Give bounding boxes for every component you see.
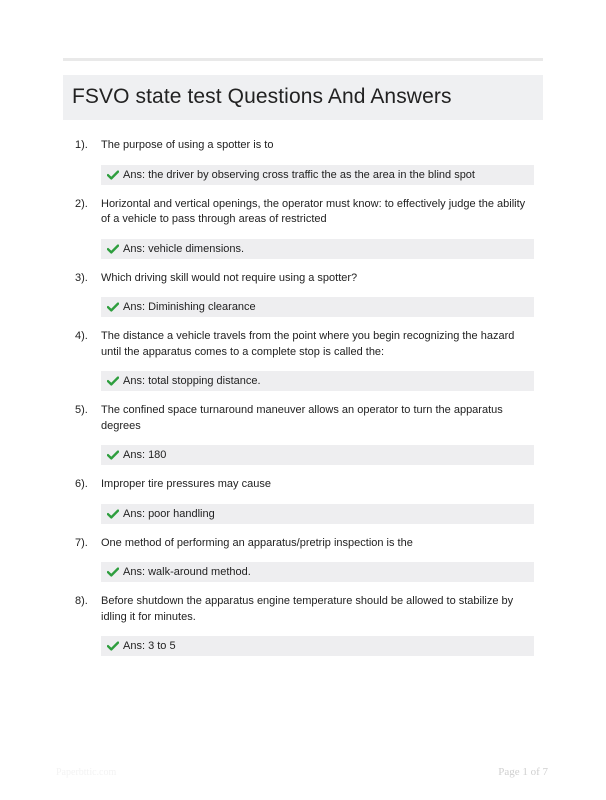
check-icon [107,244,119,254]
question-number: 3). [75,271,88,284]
question-number: 1). [75,139,88,151]
answer-text: Ans: walk-around method. [123,566,251,578]
answer-box [101,504,534,524]
question-text: Before shutdown the apparatus engine temperature should be allowed to stabilize by idling it for minutes. [101,595,514,623]
question-number: 8). [75,595,88,607]
answer-box [101,636,534,656]
qa-item [75,197,535,259]
answer-box [101,371,534,391]
answer-text: Ans: vehicle dimensions. [123,242,245,255]
question [75,138,535,154]
qa-item [75,477,535,524]
answer-text: Ans: total stopping distance. [123,375,261,387]
qa-item [75,403,535,465]
question-text: The confined space turnaround maneuver allows an operator to turn the apparatus degrees [101,404,503,432]
check-icon [107,509,119,519]
answer-text: Ans: the driver by observing cross traffic the as the area in the blind spot [123,168,475,181]
answer-box [101,239,534,259]
question-text: Improper tire pressures may cause [101,478,271,490]
answer-text: Ans: 3 to 5 [123,640,176,652]
question [75,477,535,493]
question-text: Horizontal and vertical openings, the operator must know: to effectively judge the ability of a vehicle to pass through areas of restricted [101,197,526,225]
qa-item [75,271,535,318]
answer-text: Ans: 180 [123,449,167,461]
question [75,403,535,434]
question-text: The purpose of using a spotter is to [101,139,274,151]
answer-box [101,165,534,185]
qa-item [75,329,535,391]
document-title: FSVO state test Questions And Answers [72,85,452,108]
check-icon [107,376,119,386]
check-icon [107,450,119,460]
footer-site-watermark: Paperbttic.com [56,767,117,778]
question [75,329,535,360]
question [75,536,535,552]
qa-item [75,536,535,583]
answer-box [101,562,534,582]
question [75,197,535,228]
question-number: 7). [75,536,88,549]
question [75,594,535,625]
question-text: Which driving skill would not require using a spotter? [101,271,358,284]
qa-item [75,138,535,185]
check-icon [107,567,119,577]
question-text: One method of performing an apparatus/pretrip inspection is the [101,536,413,549]
title-banner [63,75,543,120]
qa-item [75,594,535,656]
check-icon [107,641,119,651]
answer-text: Ans: Diminishing clearance [123,301,256,313]
question-number: 6). [75,478,88,490]
question-number: 2). [75,197,88,210]
question-text: The distance a vehicle travels from the point where you begin recognizing the hazard until the apparatus comes to a complete stop is called the: [101,330,515,358]
question-number: 5). [75,404,88,416]
check-icon [107,170,119,180]
page-indicator: Page 1 of 7 [498,766,548,778]
question-list [75,138,535,668]
answer-text: Ans: poor handling [123,507,215,520]
answer-box [101,445,534,465]
answer-box [101,297,534,317]
top-divider [63,58,543,61]
question [75,271,535,287]
check-icon [107,302,119,312]
question-number: 4). [75,330,88,342]
